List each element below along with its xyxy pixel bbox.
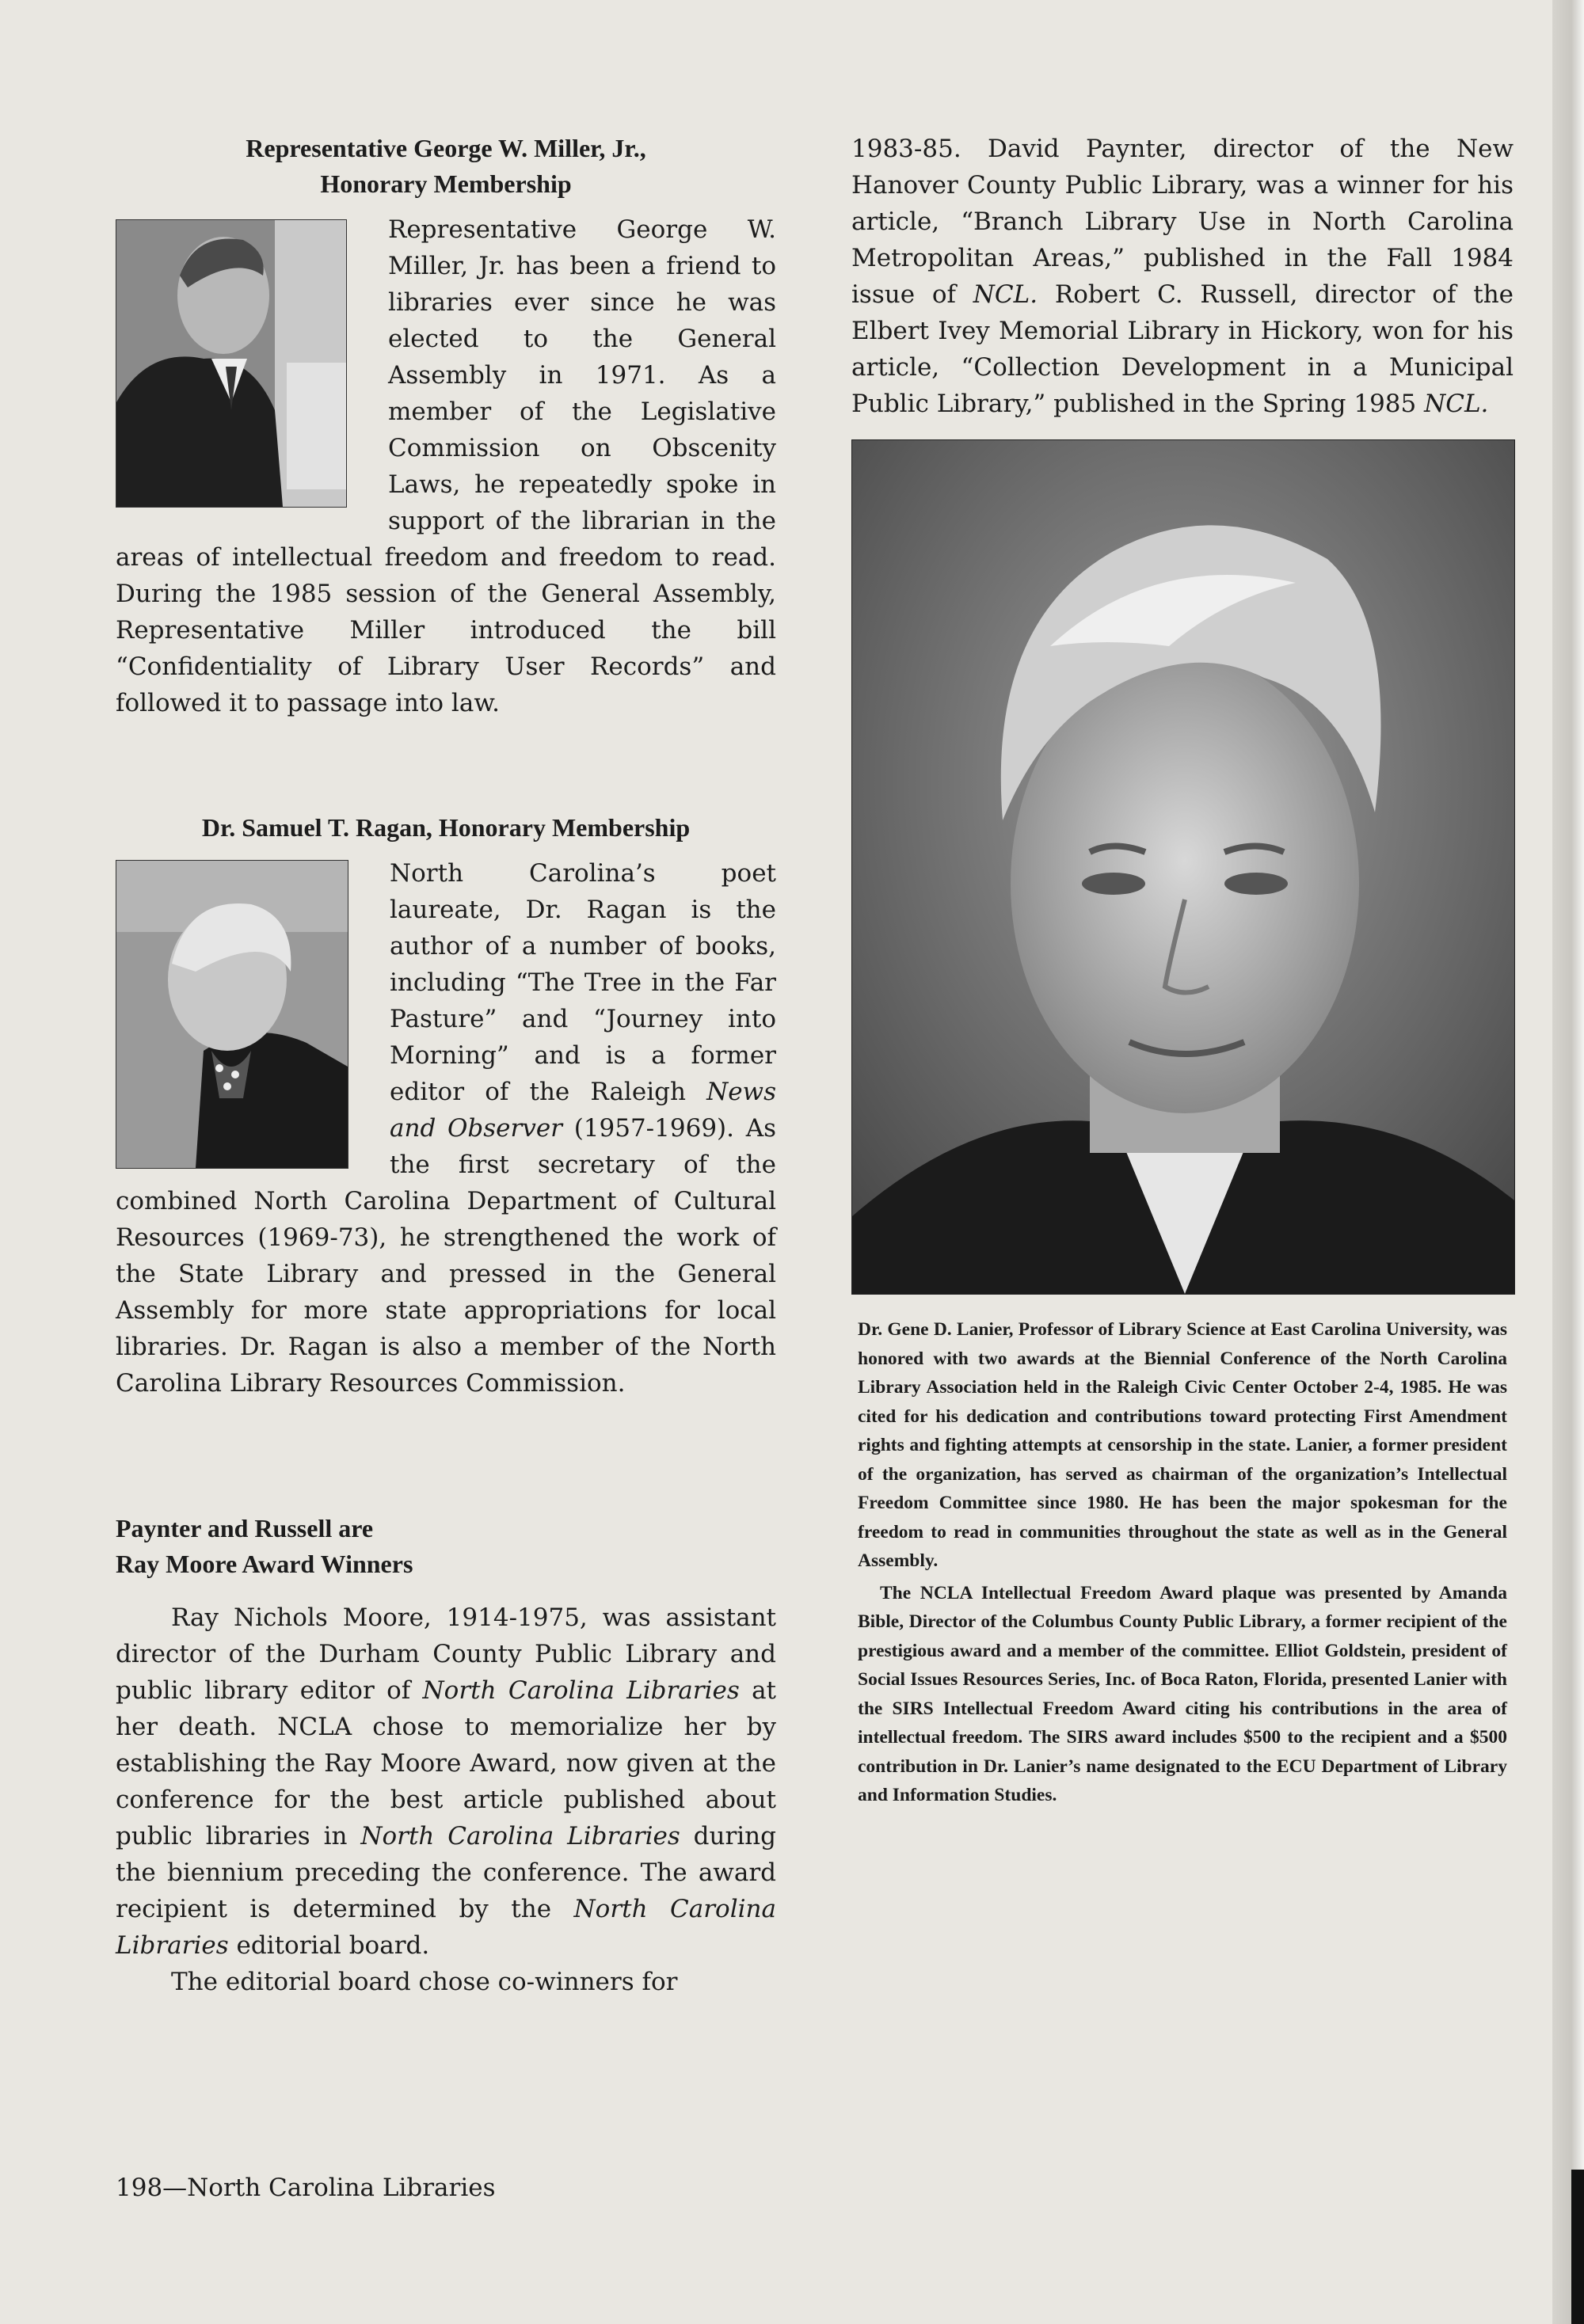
left-column xyxy=(116,131,776,2000)
award-p1-journal-2: North Carolina Libraries xyxy=(360,1822,680,1850)
lanier-caption-paragraph-1: Dr. Gene D. Lanier, Professor of Library Science at East Carolina University, was honored with two awards at the Biennial Conference of the North Carolina Library Association held in the Raleigh Civic Center October 2-4, 1985. He was cited for his dedication and contributions toward protecting First Amendment rights and fighting attempts at censorship in the state. Lanier, a former president of the organization, has served as chairman of the organization’s Intellectual Freedom Committee since 1980. He has been the major spokesman for the freedom to read in communities throughout the state as well as in the General Assembly. xyxy=(858,1319,1507,1571)
lanier-caption-paragraph-2: The NCLA Intellectual Freedom Award plaque was presented by Amanda Bible, Director of the Columbus County Public Library, a former recipient of the prestigious award and a member of the committee. Elliot Goldstein, president of Social Issues Resources Series, Inc. of Boca Raton, Florida, presented Lanier with the SIRS Intellectual Freedom Award citing his contributions in the area of intellectual freedom. The SIRS award includes $500 to the recipient and a $500 contribution in Dr. Lanier’s name designated to the ECU Department of Library and Information Studies. xyxy=(858,1582,1507,1805)
ragan-photo-image xyxy=(116,861,348,1168)
page-edge-mark xyxy=(1571,2170,1584,2324)
ragan-text-part-a: North Carolina’s poet laureate, Dr. Ragan is the author of a number of books, including “The Tree in the Far Pasture” and “Journey into Morning” and is a former editor of the Raleigh xyxy=(390,859,776,1106)
right-column xyxy=(851,131,1514,1810)
ragan-heading: Dr. Samuel T. Ragan, Honorary Membership xyxy=(201,813,691,842)
miller-heading-line1: Representative George W. Miller, Jr., xyxy=(246,134,646,162)
miller-portrait-photo xyxy=(116,219,347,508)
award-p1-part-c: during the biennium preceding the conference. The award recipient is determined by the xyxy=(116,1822,776,1923)
award-p2-part-b: Robert C. Russell, director of the Elbert Ivey Memorial Library in Hickory, won for his article, “Collection Development in a Municipal Public Library,” published in the Spring 1985 xyxy=(851,280,1514,418)
award-section xyxy=(116,1511,776,2000)
award-paragraph-2-start: The editorial board chose co-winners for xyxy=(171,1968,678,1996)
miller-paragraph: Representative George W. Miller, Jr. has been a friend to libraries ever since he was elected to the General Assembly in 1971. As a member of the Legislative Commission on Obscenity Laws, he repeatedly spoke in support of the librarian in the areas of intellectual freedom and freedom to read. During the 1985 session of the General Assembly, Representative Miller introduced the bill “Confidentiality of Library User Records” and followed it to passage into law. xyxy=(116,215,776,717)
award-p1-part-a: Ray Nichols Moore, 1914-1975, was assistant director of the Durham County Public Library and public library editor of xyxy=(116,1603,776,1705)
page-edge xyxy=(1552,0,1584,2324)
miller-photo-image xyxy=(116,220,346,507)
award-p1-journal-3: North Carolina Libraries xyxy=(116,1895,776,1960)
page-footer: 198—North Carolina Libraries xyxy=(116,2174,496,2202)
award-p2-ncl-2: NCL. xyxy=(1424,390,1489,418)
lanier-photo-image xyxy=(852,440,1514,1294)
award-paragraph-1 xyxy=(116,1599,776,1964)
ragan-newspaper-title: News and Observer xyxy=(390,1078,776,1143)
award-heading-line2: Ray Moore Award Winners xyxy=(116,1550,413,1578)
ragan-portrait-photo xyxy=(116,860,348,1169)
award-heading-line1: Paynter and Russell are xyxy=(116,1514,374,1542)
award-p1-part-b: at her death. NCLA chose to memorialize her by establishing the Ray Moore Award, now given at the conference for the best article published about public libraries in xyxy=(116,1676,777,1850)
ragan-section xyxy=(116,810,776,1402)
award-p2-ncl-1: NCL. xyxy=(973,280,1038,309)
award-p1-journal-1: North Carolina Libraries xyxy=(422,1676,740,1705)
award-paragraph-2-continued xyxy=(851,131,1514,422)
lanier-portrait-photo xyxy=(851,439,1515,1295)
miller-section xyxy=(116,131,776,721)
lanier-caption xyxy=(851,1315,1514,1810)
ragan-text-part-b: (1957-1969). As the first secretary of the combined North Carolina Department of Cultural Resources (1969-73), he strengthened the work of the State Library and pressed in the General Assembly for more state appropriations for local libraries. Dr. Ragan is also a member of the North Carolina Library Resources Commission. xyxy=(116,1114,776,1398)
award-p2-part-a: 1983-85. David Paynter, director of the New Hanover County Public Library, was a winner for his article, “Branch Library Use in North Carolina Metropolitan Areas,” published in the Fall 1984 issue of xyxy=(851,135,1514,309)
award-p1-part-d: editorial board. xyxy=(228,1931,430,1960)
miller-heading-line2: Honorary Membership xyxy=(320,169,572,198)
